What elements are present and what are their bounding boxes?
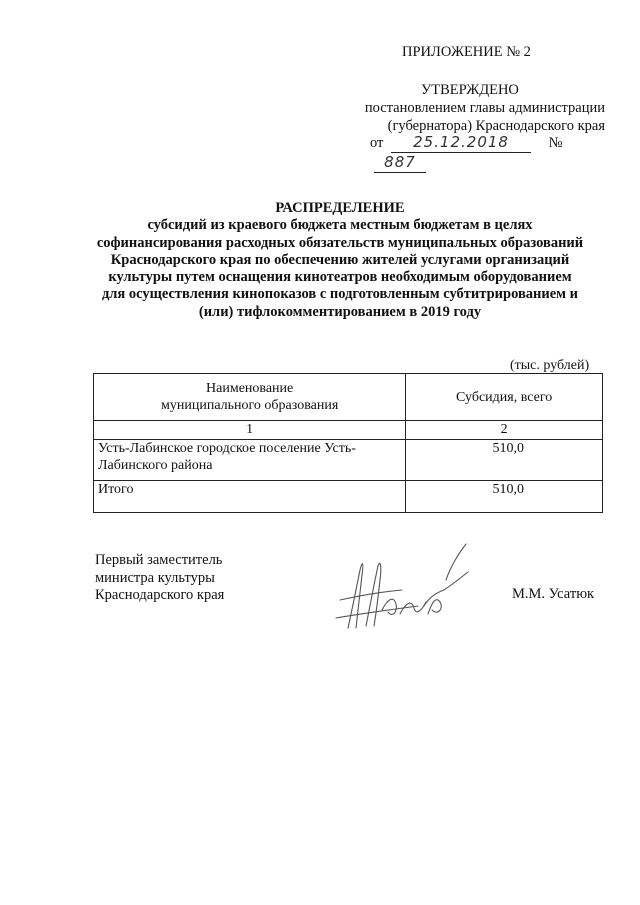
total-row [94, 481, 603, 513]
heading-line: субсидий из краевого бюджета местным бюджетам в целях [147, 217, 533, 234]
approved-label: УТВЕРЖДЕНО [421, 82, 519, 98]
signatory-name: М.М. Усатюк [512, 586, 595, 602]
municipality-name: Усть-Лабинское городское поселение Усть-Лабинского района [94, 440, 406, 481]
approved-by-line2: (губернатора) Краснодарского края [387, 118, 605, 134]
handwritten-signature [318, 540, 478, 640]
signatory-position-line2: министра культуры [95, 569, 215, 586]
date-number-line [370, 133, 610, 173]
signatory-position [95, 552, 224, 605]
date-value: 25.12.2018 [413, 133, 509, 151]
unit-label: (тыс. рублей) [510, 358, 590, 373]
total-label: Итого [94, 481, 406, 513]
heading-line: культуры путем оснащения кинотеатров необходимым оборудованием [108, 269, 572, 286]
total-value: 510,0 [406, 481, 603, 513]
header-municipality-line1: Наименование [206, 381, 294, 396]
header-subsidy: Субсидия, всего [406, 374, 603, 421]
heading-line: для осуществления кинопоказов с подготовленным субтитрированием и [101, 286, 579, 303]
heading-line: Краснодарского края по обеспечению жителей услугами организаций [110, 251, 570, 268]
date-prefix: от [370, 135, 384, 151]
approved-by-text [355, 99, 605, 135]
table-row [94, 440, 603, 481]
heading-line: софинансирования расходных обязательств муниципальных образований [96, 234, 584, 251]
appendix-label: ПРИЛОЖЕНИЕ № 2 [402, 44, 531, 60]
number-prefix: № [548, 135, 563, 151]
subsidy-table [93, 373, 603, 513]
heading-title: РАСПРЕДЕЛЕНИЕ [275, 200, 405, 216]
number-value: 887 [384, 153, 416, 171]
header-municipality [94, 374, 406, 421]
signatory-position-line3: Краснодарского края [95, 587, 225, 603]
header-municipality-line2: муниципального образования [161, 398, 339, 413]
column-number-2: 2 [406, 421, 603, 440]
column-number-1: 1 [94, 421, 406, 440]
table-header-row [94, 374, 603, 421]
document-heading [90, 200, 590, 321]
subsidy-value: 510,0 [406, 440, 603, 481]
signatory-position-line1: Первый заместитель [95, 552, 223, 568]
column-number-row [94, 421, 603, 440]
approved-by-line1: постановлением главы администрации [364, 100, 605, 116]
heading-line: (или) тифлокомментированием в 2019 году [198, 303, 482, 320]
